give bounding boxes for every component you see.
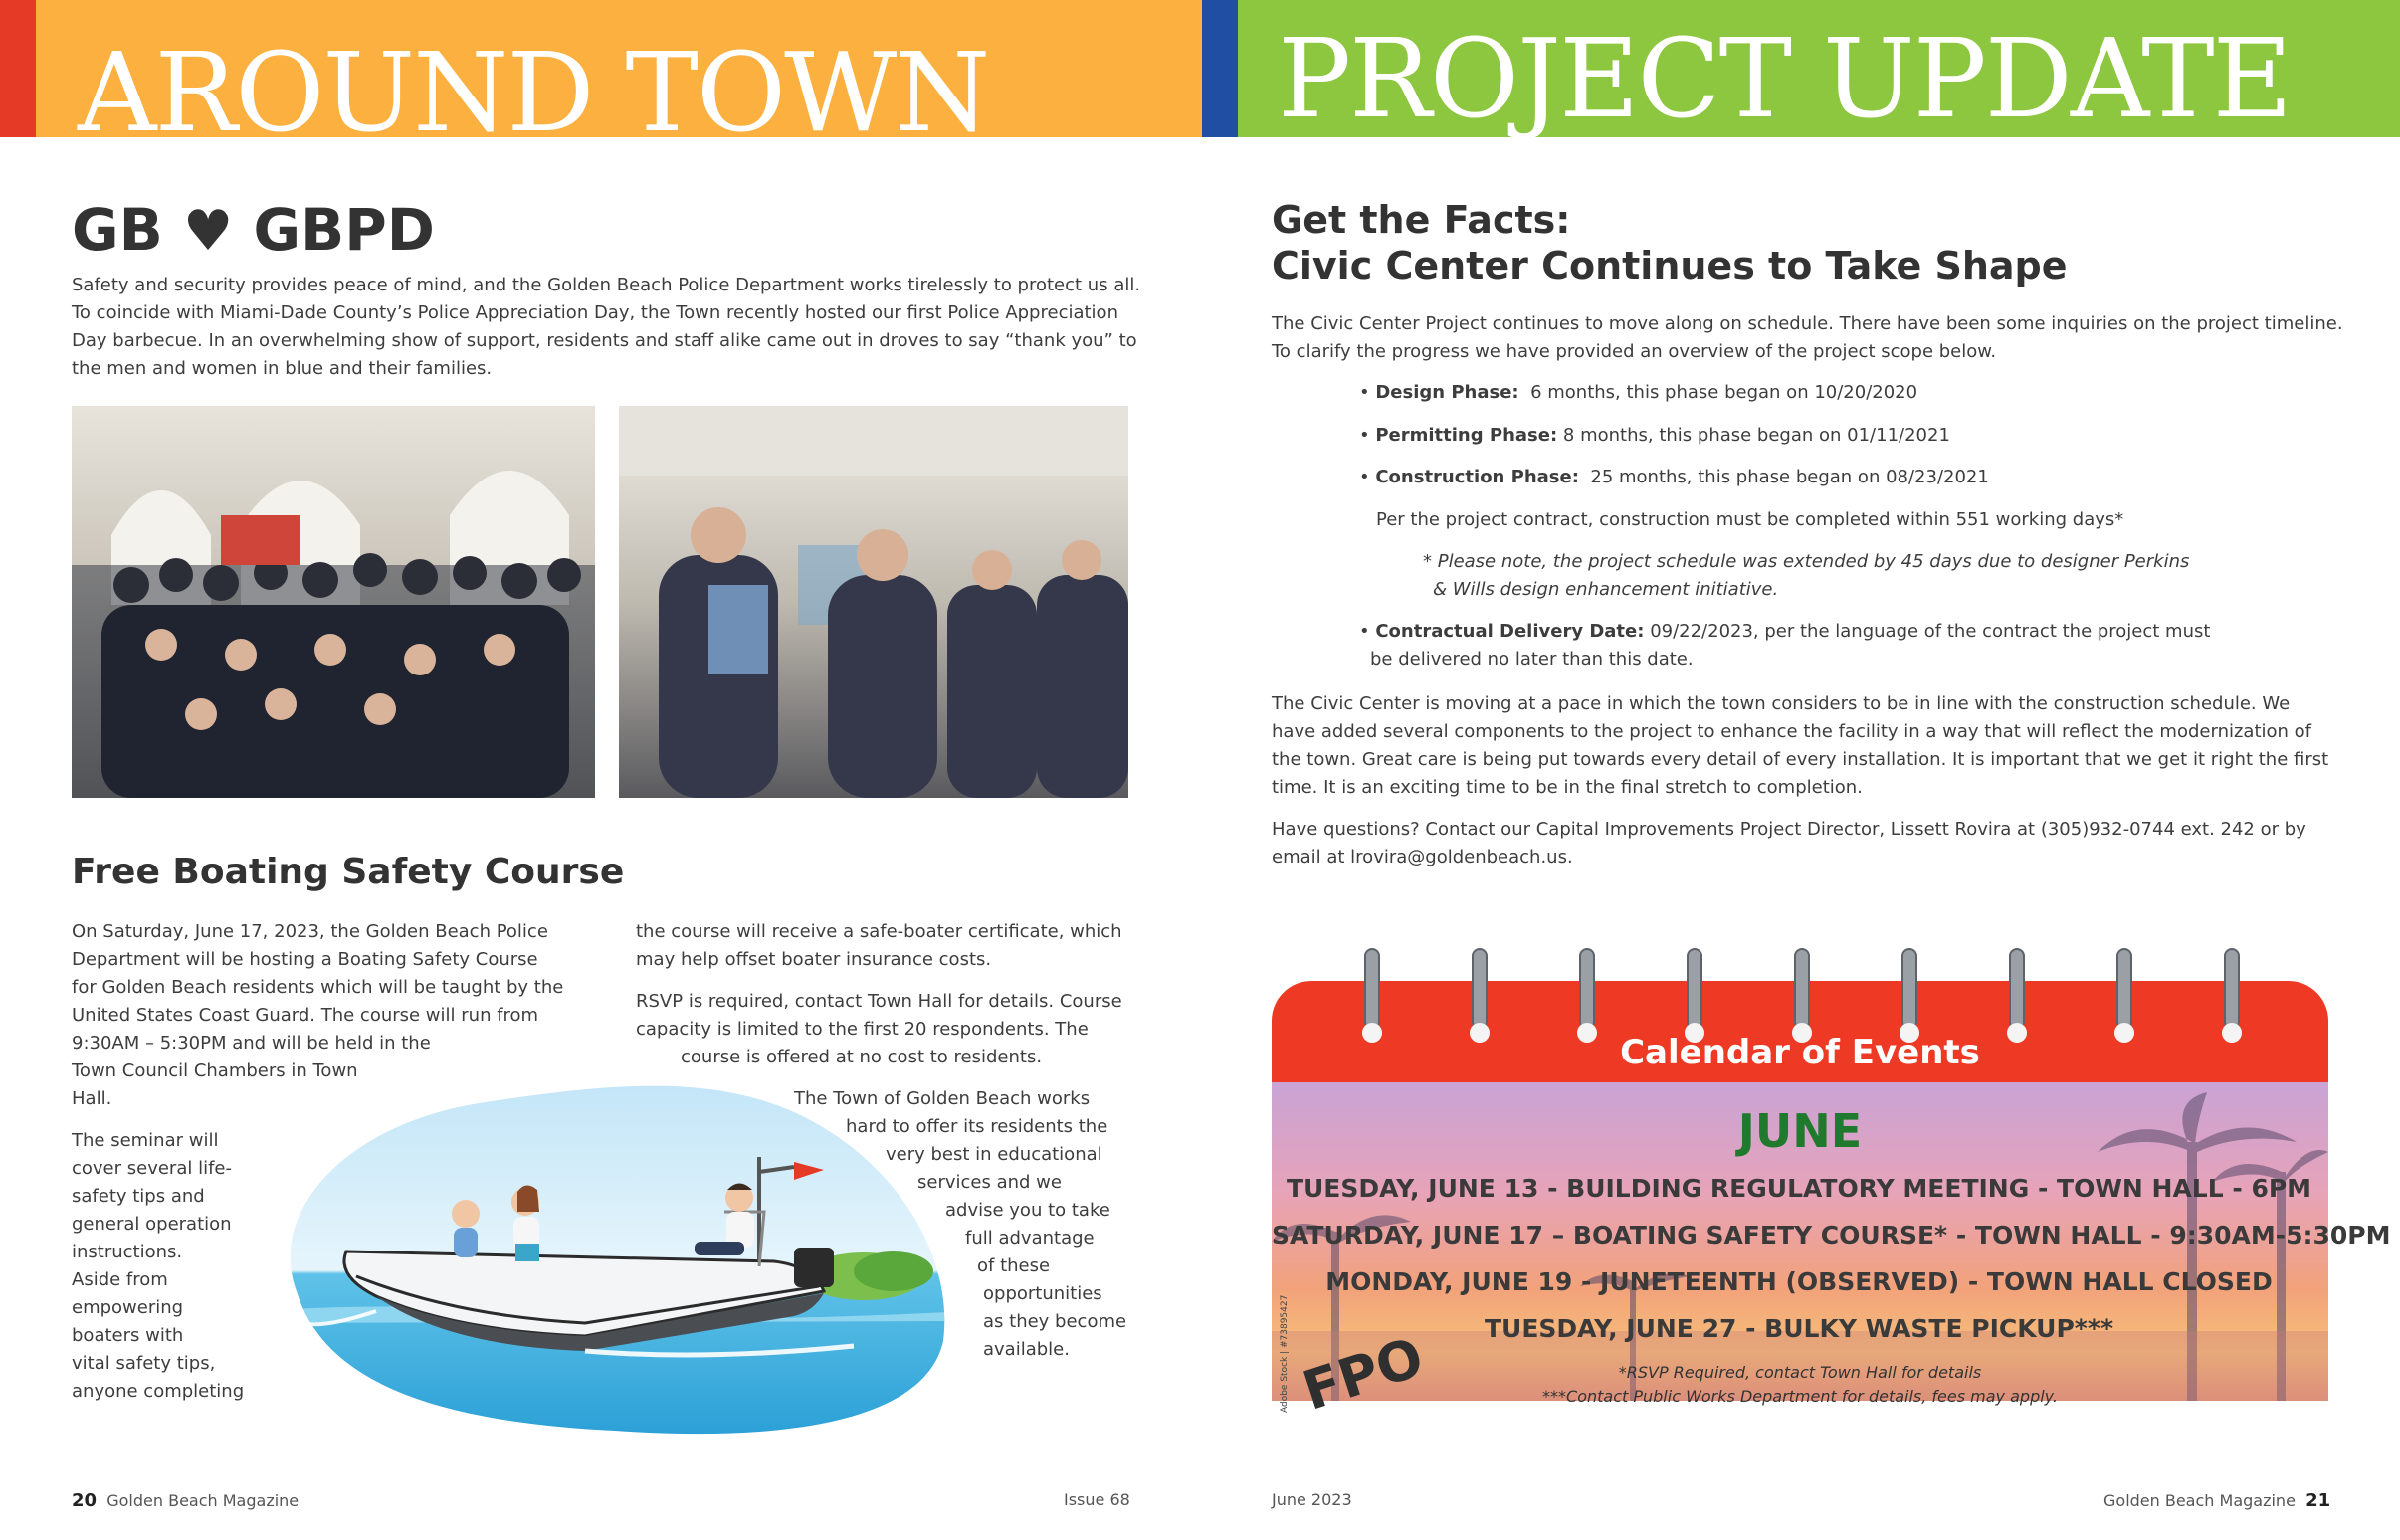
calendar-event: SATURDAY, JUNE 17 – BOATING SAFETY COURSE* - TOWN HALL - 9:30AM-5:30PM	[1272, 1221, 2391, 1250]
boating-line: boaters with	[72, 1325, 184, 1346]
boating-line: very best in educational	[886, 1144, 1102, 1165]
gbpd-line: Safety and security provides peace of mind, and the Golden Beach Police Department works tirelessly to protect us all.	[72, 275, 1141, 295]
calendar-event: TUESDAY, JUNE 13 - BUILDING REGULATORY MEETING - TOWN HALL - 6PM	[1286, 1174, 2312, 1203]
boating-line: instructions.	[72, 1242, 183, 1262]
delivery-date-item: • Contractual Delivery Date: 09/22/2023, per the language of the contract the project must	[1359, 621, 2211, 642]
boating-line: The seminar will	[72, 1130, 219, 1151]
boating-line: 9:30AM – 5:30PM and will be held in the	[72, 1033, 431, 1054]
civic-line: time. It is an exciting time to be in the final stretch to completion.	[1272, 777, 1863, 798]
boating-line: available.	[983, 1339, 1070, 1360]
heart-icon: ♥	[183, 199, 234, 264]
right-page-number: 21	[2305, 1490, 2331, 1511]
boating-title: Free Boating Safety Course	[72, 852, 625, 892]
boating-line: vital safety tips,	[72, 1353, 216, 1374]
gbpd-title	[72, 195, 435, 267]
left-header-red-strip	[0, 0, 36, 137]
calendar-note-2: ***Contact Public Works Department for details, fees may apply.	[1542, 1387, 2058, 1406]
police-group-photo	[72, 406, 595, 798]
right-header-title: PROJECT UPDATE	[1278, 15, 2291, 142]
calendar-rings	[1272, 945, 2328, 1045]
left-footer	[72, 1490, 299, 1511]
civic-title-2: Civic Center Continues to Take Shape	[1272, 244, 2068, 288]
gbpd-title-gbpd: GBPD	[253, 196, 435, 264]
civic-line: The Civic Center is moving at a pace in which the town considers to be in line with the construction schedule. We	[1272, 693, 2291, 714]
boating-line: course is offered at no cost to residents.	[681, 1047, 1043, 1067]
boating-line: for Golden Beach residents which will be taught by the	[72, 977, 564, 998]
permitting-phase-item: • Permitting Phase: 8 months, this phase began on 01/11/2021	[1359, 425, 1950, 446]
boating-line: Department will be hosting a Boating Safety Course	[72, 949, 538, 970]
gbpd-line: To coincide with Miami-Dade County’s Police Appreciation Day, the Town recently hosted our first Police Appreciation	[72, 302, 1118, 323]
boating-line: Aside from	[72, 1269, 168, 1290]
boating-line: advise you to take	[945, 1200, 1110, 1221]
boating-line: as they become	[983, 1311, 1127, 1332]
boating-line: Town Council Chambers in Town	[72, 1060, 358, 1081]
construction-phase-label: Construction Phase:	[1375, 467, 1579, 487]
civic-line: the town. Great care is being put towards every detail of every installation. It is important that we get it right the first	[1272, 749, 2329, 770]
left-page-number: 20	[72, 1490, 98, 1511]
permitting-phase-label: Permitting Phase:	[1375, 425, 1558, 446]
boating-line: services and we	[917, 1172, 1062, 1193]
gbpd-line: the men and women in blue and their families.	[72, 358, 493, 379]
boating-line: The Town of Golden Beach works	[794, 1088, 1091, 1109]
police-group-photo-image	[72, 406, 595, 798]
issue-date: June 2023	[1272, 1490, 1352, 1509]
permitting-phase-text: 8 months, this phase began on 01/11/2021	[1562, 425, 1950, 446]
calendar-event: TUESDAY, JUNE 27 - BULKY WASTE PICKUP***	[1484, 1314, 2114, 1343]
design-phase-text: 6 months, this phase began on 10/20/2020	[1530, 382, 1918, 403]
boating-line: opportunities	[983, 1283, 1102, 1304]
delivery-date-label: Contractual Delivery Date:	[1375, 621, 1645, 642]
boating-line: the course will receive a safe-boater certificate, which	[636, 921, 1122, 942]
left-magazine-name: Golden Beach Magazine	[106, 1491, 300, 1510]
right-footer	[2103, 1490, 2330, 1511]
boating-line: safety tips and	[72, 1186, 205, 1207]
boating-line: capacity is limited to the first 20 respondents. The	[636, 1019, 1089, 1040]
civic-title-1: Get the Facts:	[1272, 198, 1571, 242]
construction-phase-text: 25 months, this phase began on 08/23/2021	[1590, 467, 1989, 487]
calendar-event: MONDAY, JUNE 19 - JUNETEENTH (OBSERVED) - TOWN HALL CLOSED	[1325, 1267, 2273, 1296]
boating-line: empowering	[72, 1297, 184, 1318]
calendar-title: Calendar of Events	[1620, 1033, 1980, 1072]
delivery-date-text: 09/22/2023, per the language of the contract the project must	[1650, 621, 2211, 642]
barbecue-event-photo	[619, 406, 1128, 798]
fpo-stamp: FPO	[1296, 1325, 1431, 1423]
boating-line: hard to offer its residents the	[846, 1116, 1108, 1137]
contract-note: Per the project contract, construction must be completed within 551 working days*	[1376, 509, 2124, 530]
barbecue-event-photo-image	[619, 406, 1128, 798]
boating-line: general operation	[72, 1214, 232, 1235]
boating-line: anyone completing	[72, 1381, 245, 1402]
boating-line: RSVP is required, contact Town Hall for details. Course	[636, 991, 1122, 1012]
issue-number: Issue 68	[1064, 1490, 1130, 1509]
schedule-note-2: & Wills design enhancement initiative.	[1433, 579, 1779, 600]
boat-illustration	[257, 1062, 965, 1441]
schedule-note-1: * Please note, the project schedule was extended by 45 days due to designer Perkins	[1423, 551, 2190, 572]
right-header-blue-strip	[1202, 0, 1238, 137]
construction-phase-item: • Construction Phase: 25 months, this phase began on 08/23/2021	[1359, 467, 1989, 487]
right-magazine-name: Golden Beach Magazine	[2103, 1491, 2296, 1510]
calendar-of-events	[1272, 945, 2391, 1452]
gbpd-line: Day barbecue. In an overwhelming show of support, residents and staff alike came out in droves to say “thank you” to	[72, 330, 1137, 351]
design-phase-item: • Design Phase: 6 months, this phase began on 10/20/2020	[1359, 382, 1918, 403]
civic-line: have added several components to the project to enhance the facility in a way that will reflect the modernization of	[1272, 721, 2312, 742]
boating-line: may help offset boater insurance costs.	[636, 949, 992, 970]
calendar-note-1: *RSVP Required, contact Town Hall for details	[1618, 1363, 1982, 1382]
left-header-title: AROUND TOWN	[78, 29, 989, 156]
civic-line: Have questions? Contact our Capital Improvements Project Director, Lissett Rovira at (305)932-0744 ext. 242 or by	[1272, 819, 2306, 840]
boating-line: United States Coast Guard. The course will run from	[72, 1005, 539, 1026]
civic-line: email at lrovira@goldenbeach.us.	[1272, 847, 1573, 867]
design-phase-label: Design Phase:	[1375, 382, 1519, 403]
gbpd-title-gb: GB	[72, 196, 163, 264]
boating-line: of these	[977, 1255, 1051, 1276]
civic-intro-line: The Civic Center Project continues to move along on schedule. There have been some inquiries on the project timeline.	[1272, 313, 2343, 334]
boating-line: On Saturday, June 17, 2023, the Golden Beach Police	[72, 921, 548, 942]
boating-line: full advantage	[965, 1228, 1095, 1249]
boating-line: Hall.	[72, 1088, 112, 1109]
stock-credit: Adobe Stock | #73895427	[1280, 1294, 1290, 1413]
boating-line: cover several life-	[72, 1158, 232, 1179]
delivery-date-line-2: be delivered no later than this date.	[1370, 649, 1694, 670]
civic-intro-line: To clarify the progress we have provided an overview of the project scope below.	[1272, 341, 1997, 362]
calendar-month: JUNE	[1737, 1104, 1863, 1158]
